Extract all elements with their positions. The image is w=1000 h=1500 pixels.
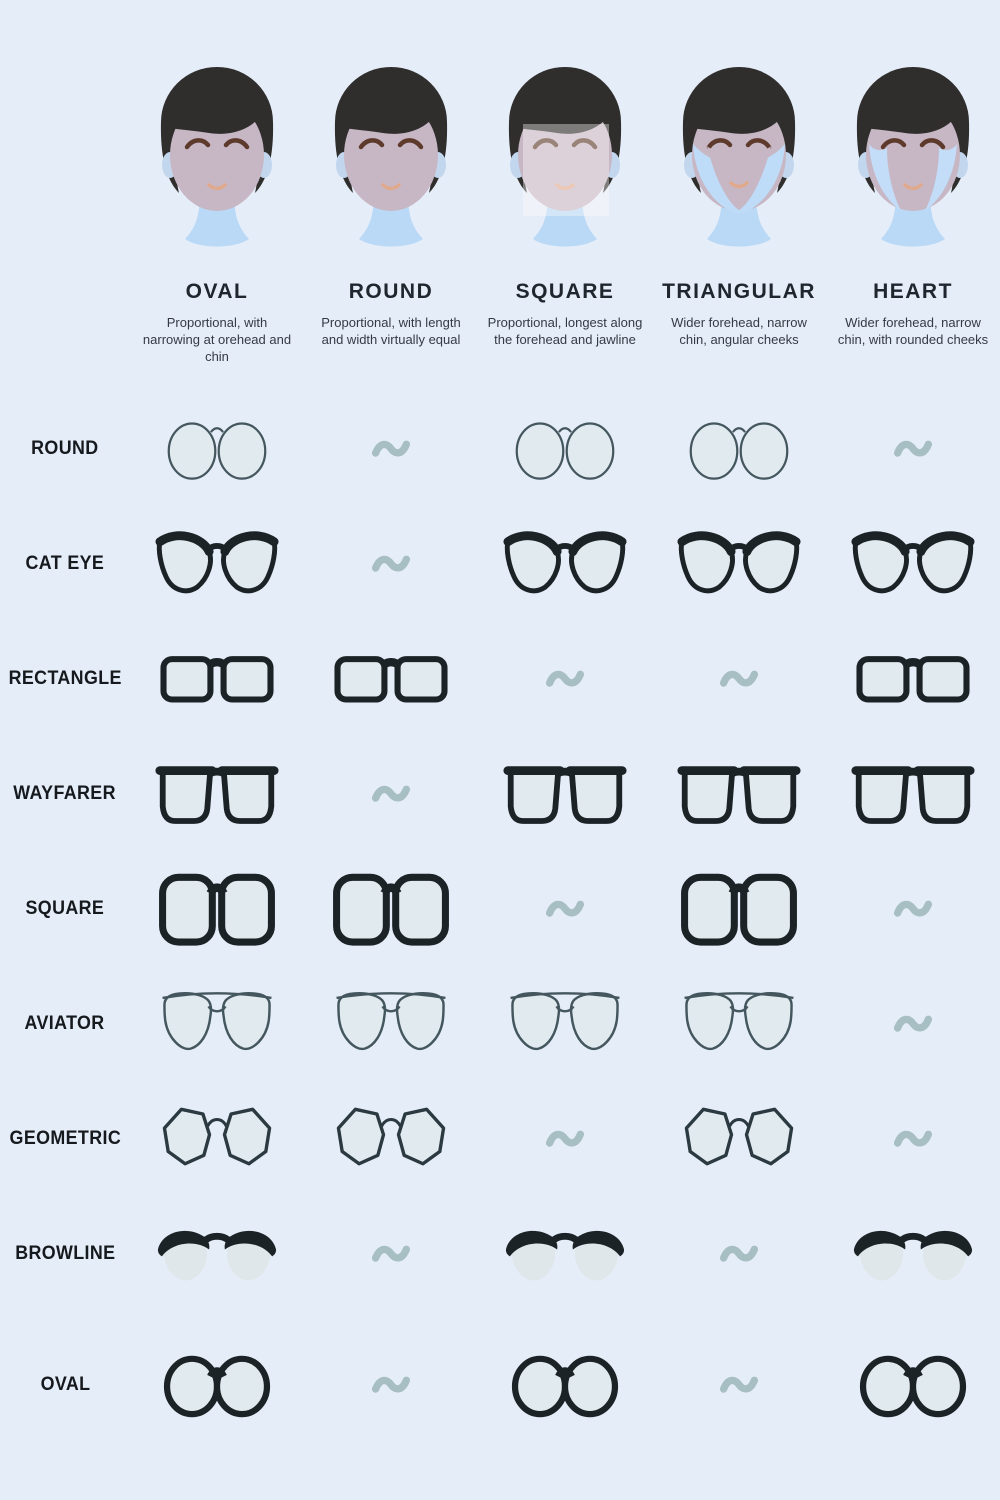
face-shape-column	[304, 62, 478, 365]
frame-type-label: BROWLINE	[14, 1242, 116, 1264]
round-glasses-icon	[161, 408, 273, 490]
face-shape-label: SQUARE	[515, 280, 615, 303]
geometric-glasses-icon	[330, 1099, 452, 1179]
frame-type-label: ROUND	[31, 437, 99, 459]
tilde-icon	[369, 1370, 413, 1399]
frame-row-browline	[0, 1196, 1000, 1311]
square-face-icon	[495, 62, 635, 262]
frame-row-rectangle	[0, 621, 1000, 736]
tilde-icon	[717, 1370, 761, 1399]
face-shape-column	[652, 62, 826, 365]
oval-face-icon	[147, 62, 287, 262]
oval-glasses-icon	[855, 1349, 971, 1420]
square-glasses-icon	[330, 867, 452, 951]
frame-rows-grid	[0, 391, 1000, 1442]
frame-row-geometric	[0, 1081, 1000, 1196]
geometric-glasses-icon	[156, 1099, 278, 1179]
rectangle-glasses-icon	[852, 646, 974, 712]
round-glasses-icon	[683, 408, 795, 490]
heart-face-icon	[843, 62, 983, 262]
frame-row-aviator	[0, 966, 1000, 1081]
tilde-icon	[543, 894, 587, 923]
cat-eye-glasses-icon	[675, 525, 803, 604]
frame-row-oval	[0, 1327, 1000, 1442]
rectangle-glasses-icon	[156, 646, 278, 712]
face-shape-description: Proportional, with length and width virtually equal	[321, 315, 461, 348]
browline-glasses-icon	[849, 1219, 977, 1290]
face-shape-column	[478, 62, 652, 365]
frame-type-label: WAYFARER	[13, 782, 117, 804]
frame-row-round	[0, 391, 1000, 506]
frame-row-wayfarer	[0, 736, 1000, 851]
tilde-icon	[369, 434, 413, 463]
face-shape-header-row	[0, 0, 1000, 365]
square-glasses-icon	[156, 867, 278, 951]
frame-type-label: CAT EYE	[25, 552, 105, 574]
header-corner-spacer	[0, 62, 130, 365]
face-shape-description: Wider forehead, narrow chin, with rounded cheeks	[837, 315, 989, 348]
face-shape-description: Wider forehead, narrow chin, angular cheeks	[671, 315, 807, 348]
oval-glasses-icon	[159, 1349, 275, 1420]
tilde-icon	[891, 894, 935, 923]
tilde-icon	[543, 664, 587, 693]
tilde-icon	[891, 434, 935, 463]
wayfarer-glasses-icon	[676, 758, 802, 831]
round-face-icon	[321, 62, 461, 262]
browline-glasses-icon	[153, 1219, 281, 1290]
face-shape-description: Proportional, longest along the forehead and jawline	[487, 315, 643, 348]
face-shape-column	[130, 62, 304, 365]
round-glasses-icon	[509, 408, 621, 490]
cat-eye-glasses-icon	[153, 525, 281, 604]
tilde-icon	[369, 1239, 413, 1268]
tilde-icon	[369, 779, 413, 808]
square-glasses-icon	[678, 867, 800, 951]
face-shape-label: HEART	[873, 280, 953, 303]
aviator-glasses-icon	[156, 982, 278, 1066]
cat-eye-glasses-icon	[501, 525, 629, 604]
face-shape-column	[826, 62, 1000, 365]
wayfarer-glasses-icon	[850, 758, 976, 831]
frame-type-label: AVIATOR	[24, 1012, 106, 1034]
face-shape-label: OVAL	[185, 280, 249, 303]
tilde-icon	[717, 664, 761, 693]
frame-type-label: SQUARE	[25, 897, 105, 919]
frame-type-label: GEOMETRIC	[9, 1127, 121, 1149]
aviator-glasses-icon	[678, 982, 800, 1066]
face-shape-description: Proportional, with narrowing at orehead and chin	[142, 315, 292, 365]
face-shape-label: TRIANGULAR	[662, 280, 816, 303]
frame-type-label: RECTANGLE	[8, 667, 122, 689]
cat-eye-glasses-icon	[849, 525, 977, 604]
triangular-face-icon	[669, 62, 809, 262]
frame-row-cateye	[0, 506, 1000, 621]
tilde-icon	[717, 1239, 761, 1268]
wayfarer-glasses-icon	[154, 758, 280, 831]
geometric-glasses-icon	[678, 1099, 800, 1179]
tilde-icon	[891, 1009, 935, 1038]
face-shape-label: ROUND	[348, 280, 434, 303]
rectangle-glasses-icon	[330, 646, 452, 712]
tilde-icon	[543, 1124, 587, 1153]
aviator-glasses-icon	[330, 982, 452, 1066]
oval-glasses-icon	[507, 1349, 623, 1420]
aviator-glasses-icon	[504, 982, 626, 1066]
tilde-icon	[891, 1124, 935, 1153]
browline-glasses-icon	[501, 1219, 629, 1290]
wayfarer-glasses-icon	[502, 758, 628, 831]
frame-row-square	[0, 851, 1000, 966]
tilde-icon	[369, 549, 413, 578]
frame-type-label: OVAL	[40, 1373, 90, 1395]
